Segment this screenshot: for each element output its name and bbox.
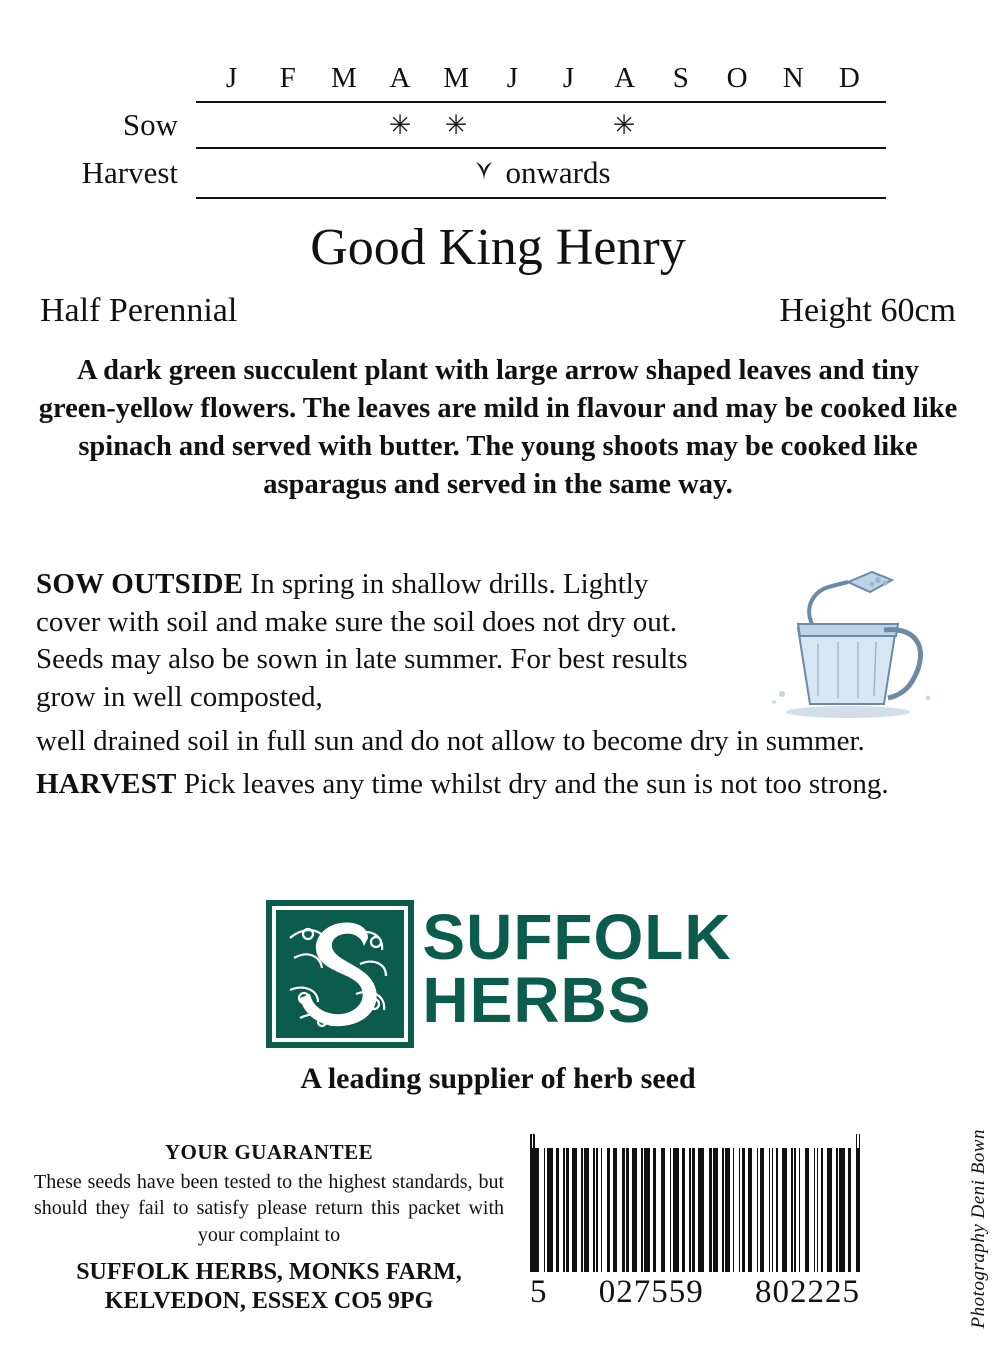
guarantee-body: These seeds have been tested to the highest standards, but should they fail to satisfy please return this packet with your complaint to bbox=[34, 1171, 504, 1246]
month-label: A bbox=[389, 62, 412, 94]
sow-instructions-lead: SOW OUTSIDE bbox=[36, 568, 244, 600]
month-label: N bbox=[782, 62, 805, 94]
harvest-instructions bbox=[36, 766, 966, 804]
page-title: Good King Henry bbox=[310, 219, 686, 276]
barcode bbox=[530, 1148, 860, 1311]
plant-description: A dark green succulent plant with large arrow shaped leaves and tiny green-yellow flowers. The leaves are mild in flavour and may be cooked like spinach and served with butter. The young shoots may be cooked like asparagus and served in the same way. bbox=[38, 355, 958, 500]
harvest-instructions-lead: HARVEST bbox=[36, 768, 177, 801]
logo-line-suffolk: SUFFOLK bbox=[422, 901, 732, 973]
plant-height: Height 60cm bbox=[779, 292, 956, 329]
logo-line-herbs: HERBS bbox=[422, 963, 652, 1036]
plant-type: Half Perennial bbox=[40, 292, 238, 329]
sow-cell: ✳ bbox=[388, 109, 412, 140]
sow-row bbox=[122, 103, 886, 147]
growing-instructions bbox=[36, 566, 966, 810]
sow-cell: ✳ bbox=[444, 109, 468, 140]
month-label: J bbox=[225, 62, 239, 94]
month-label: D bbox=[838, 62, 861, 94]
harvest-instructions-text: Pick leaves any time whilst dry and the sun is not too strong. bbox=[176, 768, 889, 801]
month-label: M bbox=[443, 62, 471, 94]
barcode-bars bbox=[530, 1148, 860, 1272]
barcode-group-right: 802225 bbox=[755, 1274, 860, 1310]
month-label: O bbox=[726, 62, 749, 94]
leaf-icon bbox=[471, 157, 497, 190]
plant-attributes bbox=[40, 292, 956, 330]
month-label: J bbox=[506, 62, 519, 94]
sow-row-label: Sow bbox=[122, 107, 178, 142]
month-label: F bbox=[279, 62, 297, 94]
calendar-divider bbox=[196, 197, 886, 199]
guarantee-block bbox=[34, 1140, 504, 1316]
photo-credit: Photography Deni Bown bbox=[968, 1128, 989, 1328]
guarantee-title: YOUR GUARANTEE bbox=[164, 1140, 374, 1164]
month-label: A bbox=[614, 62, 637, 94]
sow-instructions-continued: well drained soil in full sun and do not allow to become dry in summer. bbox=[36, 724, 865, 757]
harvest-row bbox=[81, 149, 886, 197]
company-address-line-1: SUFFOLK HERBS, MONKS FARM, bbox=[76, 1259, 462, 1286]
harvest-row-label: Harvest bbox=[81, 155, 178, 190]
month-header-row bbox=[196, 62, 886, 101]
sowing-calendar bbox=[81, 62, 886, 199]
sow-instructions bbox=[36, 566, 706, 717]
brand-logo bbox=[0, 898, 996, 1096]
month-label: S bbox=[672, 62, 690, 94]
month-label: M bbox=[330, 62, 358, 94]
barcode-group-left: 027559 bbox=[598, 1274, 704, 1310]
barcode-number bbox=[530, 1274, 860, 1311]
suffolk-herbs-monogram-icon bbox=[264, 898, 416, 1050]
barcode-digit-first: 5 bbox=[530, 1274, 548, 1310]
sow-cell: ✳ bbox=[612, 109, 636, 140]
harvest-text: onwards bbox=[505, 155, 611, 190]
sow-instructions-text: In spring in shallow drills. Lightly cover with soil and make sure the soil does not dry out. Seeds may also be sown in late summer. For best results grow in well composted, bbox=[36, 568, 688, 714]
brand-tagline: A leading supplier of herb seed bbox=[300, 1062, 696, 1095]
month-label: J bbox=[562, 62, 576, 94]
company-address-line-2: KELVEDON, ESSEX CO5 9PG bbox=[104, 1287, 434, 1314]
